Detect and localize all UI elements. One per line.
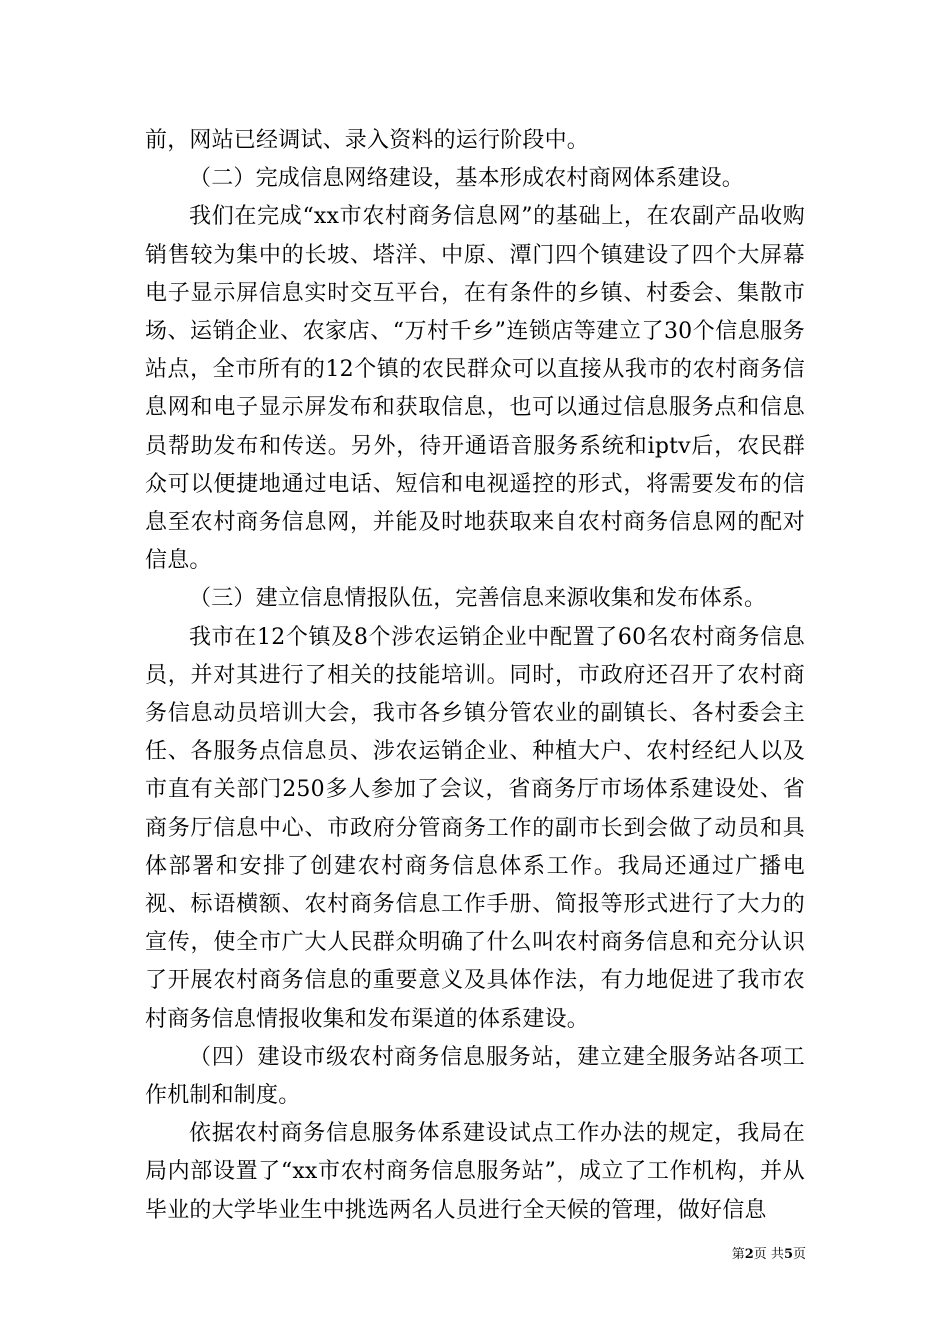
document-body [145, 122, 805, 1230]
paragraph: 我们在完成“xx市农村商务信息网”的基础上，在农副产品收购销售较为集中的长坡、塔洋、中原、潭门四个镇建设了四个大屏幕电子显示屏信息实时交互平台，在有条件的乡镇、村委会、集散市场、运销企业、农家店、“万村千乡”连锁店等建立了30个信息服务站点，全市所有的12个镇的农民群众可以直接从我市的农村商务信息网和电子显示屏发布和获取信息，也可以通过信息服务点和信息员帮助发布和传送。另外，待开通语音服务系统和iptv后，农民群众可以便捷地通过电话、短信和电视遥控的形式，将需要发布的信息至农村商务信息网，并能及时地获取来自农村商务信息网的配对信息。 [145, 204, 805, 574]
paragraph: 我市在12个镇及8个涉农运销企业中配置了60名农村商务信息员，并对其进行了相关的技能培训。同时，市政府还召开了农村商务信息动员培训大会，我市各乡镇分管农业的副镇长、各村委会主任、各服务点信息员、涉农运销企业、种植大户、农村经纪人以及市直有关部门250多人参加了会议，省商务厅市场体系建设处、省商务厅信息中心、市政府分管商务工作的副市长到会做了动员和具体部署和安排了创建农村商务信息体系工作。我局还通过广播电视、标语横额、农村商务信息工作手册、简报等形式进行了大力的宣传，使全市广大人民群众明确了什么叫农村商务信息和充分认识了开展农村商务信息的重要意义及具体作法，有力地促进了我市农村商务信息情报收集和发布渠道的体系建设。 [145, 624, 805, 1032]
paragraph: （三）建立信息情报队伍，完善信息来源收集和发布体系。 [189, 586, 767, 612]
footer-suffix: 页 [792, 1247, 806, 1262]
footer-prefix: 第 [731, 1247, 745, 1262]
footer-middle: 页 共 [753, 1247, 784, 1262]
footer-total-pages: 5 [783, 1247, 793, 1262]
paragraph: （二）完成信息网络建设，基本形成农村商网体系建设。 [189, 166, 745, 192]
paragraph: 依据农村商务信息服务体系建设试点工作办法的规定，我局在局内部设置了“xx市农村商务信息服务站”，成立了工作机构，并从毕业的大学毕业生中挑选两名人员进行全天候的管理，做好信息 [145, 1121, 805, 1223]
paragraph: （四）建设市级农村商务信息服务站，建立建全服务站各项工作机制和制度。 [145, 1044, 805, 1109]
paragraph: 前，网站已经调试、录入资料的运行阶段中。 [145, 128, 590, 153]
page-footer [732, 1247, 806, 1263]
footer-current-page: 2 [744, 1247, 754, 1262]
